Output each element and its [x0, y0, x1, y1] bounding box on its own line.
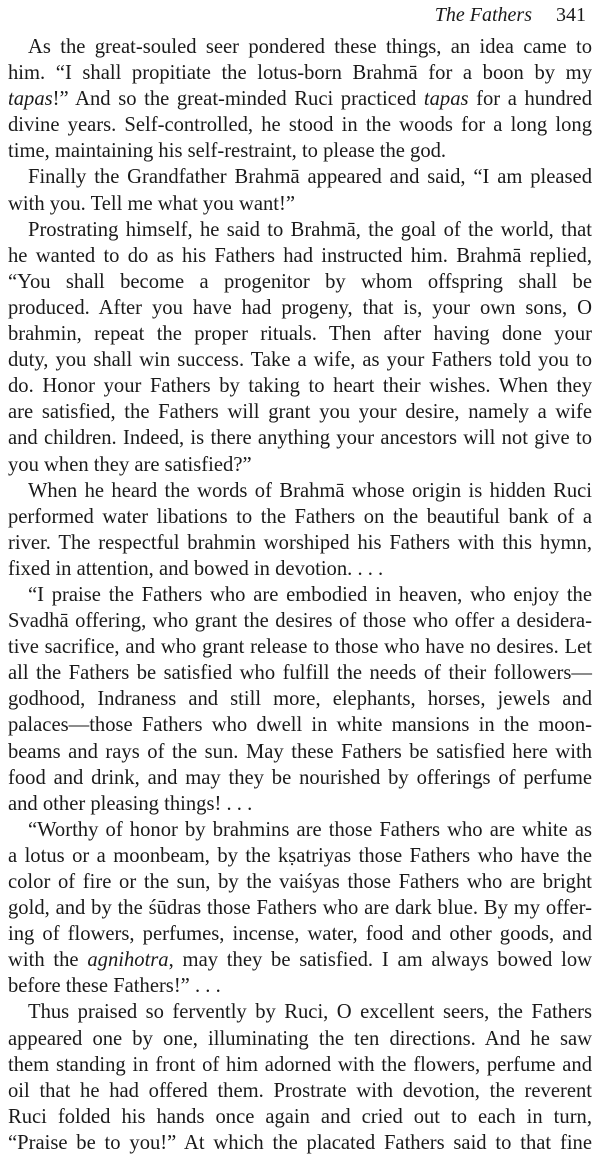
text-line: tapas!” And so the great-minded Ruci practiced tapas for a hundred	[8, 88, 592, 111]
text-line: performed water libations to the Fathers on the beautiful bank of a	[8, 505, 592, 528]
text-line: time, maintaining his self-restraint, to please the god.	[8, 140, 447, 163]
text-line: and other pleasing things! . . .	[8, 792, 253, 815]
text-line: brahmin, repeat the proper rituals. Then after having done your	[8, 323, 592, 346]
text-line: he wanted to do as his Fathers had instructed him. Brahmā replied,	[8, 244, 592, 267]
text-line: palaces—those Fathers who dwell in white mansions in the moon-	[8, 714, 592, 737]
text-line: ing of flowers, perfumes, incense, water, food and other goods, and	[8, 923, 592, 946]
italic-term: tapas	[423, 88, 469, 111]
text-line: and children. Indeed, is there anything your ancestors will not give to	[8, 427, 592, 450]
text-line: all the Fathers be satisfied who fulfill the needs of their followers—	[8, 662, 592, 685]
body-text	[8, 34, 592, 1156]
text-line: river. The respectful brahmin worshiped his Fathers with this hymn,	[8, 531, 592, 554]
paragraph	[8, 582, 592, 817]
page-number: 341	[556, 4, 586, 26]
italic-term: agnihotra	[87, 949, 169, 972]
text-line: with the agnihotra, may they be satisfied. I am always bowed low	[8, 949, 592, 972]
text-line: them standing in front of him adorned with the flowers, perfume and	[8, 1053, 592, 1076]
text-line: gold, and by the śūdras those Fathers who are dark blue. By my offer-	[8, 897, 592, 920]
paragraph	[8, 999, 592, 1156]
text-line: When he heard the words of Brahmā whose origin is hidden Ruci	[28, 479, 592, 502]
text-line: before these Fathers!” . . .	[8, 975, 221, 998]
text-line: color of fire or the sun, by the vaiśyas those Fathers who are bright	[8, 871, 592, 893]
paragraph	[8, 34, 592, 164]
text-line: godhood, Indraness and still more, elephants, horses, jewels and	[8, 688, 592, 711]
text-line: “I praise the Fathers who are embodied in heaven, who enjoy the	[28, 583, 592, 606]
text-line: fixed in attention, and bowed in devotion. . . .	[8, 557, 384, 580]
text-line: As the great-souled seer pondered these things, an idea came to	[28, 36, 592, 58]
text-line: Thus praised so fervently by Ruci, O excellent seers, the Fathers	[28, 1001, 592, 1024]
text-line: produced. After you have had progeny, that is, your own sons, O	[8, 296, 592, 319]
text-line: food and drink, and may they be nourished by offerings of perfume	[8, 766, 592, 789]
text-line: you when they are satisfied?”	[8, 453, 252, 476]
text-line: beams and rays of the sun. May these Fathers be satisfied here with	[8, 740, 592, 763]
text-line: “Praise be to you!” At which the placated Fathers said to that fine	[8, 1131, 592, 1154]
text-line: “Worthy of honor by brahmins are those Fathers who are white as	[28, 818, 592, 841]
text-line: divine years. Self-controlled, he stood in the woods for a long long	[8, 114, 592, 137]
text-line: appeared one by one, illuminating the ten directions. And he saw	[8, 1027, 592, 1050]
text-line: with you. Tell me what you want!”	[8, 192, 296, 215]
italic-term: tapas	[8, 88, 53, 111]
text-line: a lotus or a moonbeam, by the kṣatriyas those Fathers who have the	[8, 844, 592, 867]
text-line: do. Honor your Fathers by taking to heart their wishes. When they	[8, 375, 592, 398]
text-line: duty, you shall win success. Take a wife, as your Fathers told you to	[8, 349, 592, 372]
text-line: are satisfied, the Fathers will grant you your desire, namely a wife	[8, 401, 592, 424]
running-title: The Fathers	[434, 4, 532, 26]
text-line: Prostrating himself, he said to Brahmā, the goal of the world, that	[28, 218, 592, 241]
paragraph	[8, 217, 592, 478]
text-line: tive sacrifice, and who grant release to those who have no desires. Let	[8, 636, 592, 659]
paragraph	[8, 817, 592, 1000]
paragraph	[8, 478, 592, 582]
text-line: him. “I shall propitiate the lotus-born Brahmā for a boon by my	[8, 62, 592, 85]
text-line: oil that he had offered them. Prostrate with devotion, the reverent	[8, 1079, 592, 1102]
paragraph	[8, 164, 592, 216]
running-header	[435, 4, 586, 28]
text-line: Svadhā offering, who grant the desires of those who offer a desidera-	[8, 610, 592, 633]
text-line: “You shall become a progenitor by whom offspring shall be	[8, 270, 592, 293]
text-line: Finally the Grandfather Brahmā appeared and said, “I am pleased	[28, 166, 592, 189]
text-line: Ruci folded his hands once again and cried out to each in turn,	[8, 1105, 592, 1128]
